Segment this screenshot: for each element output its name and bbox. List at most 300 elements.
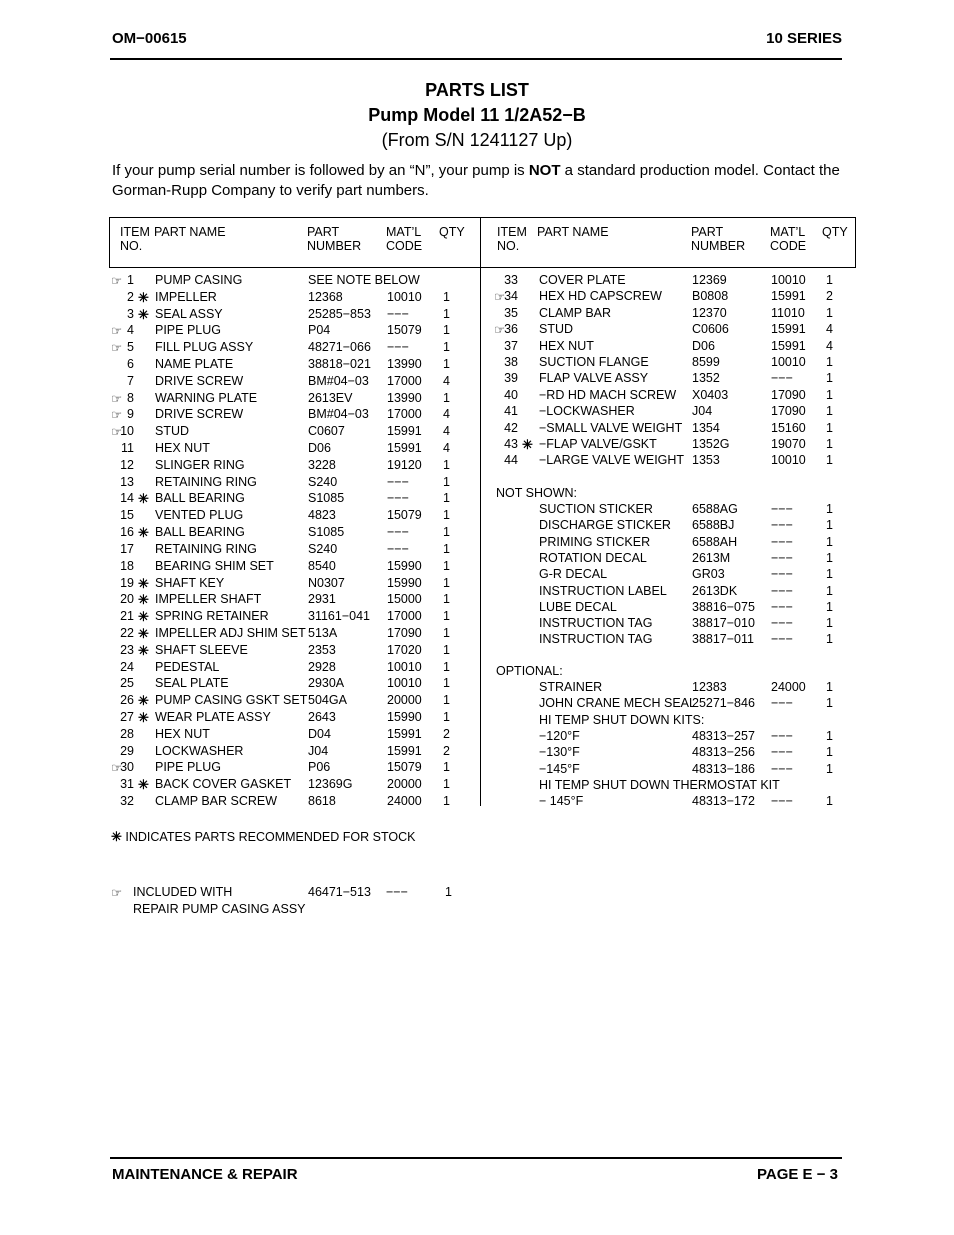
material-code: 15991 (387, 744, 422, 758)
stock-note: ✳ INDICATES PARTS RECOMMENDED FOR STOCK (111, 829, 416, 844)
part-name: HI TEMP SHUT DOWN THERMOSTAT KIT (539, 778, 780, 792)
material-code: 17020 (387, 643, 422, 657)
item-number: 1 (127, 273, 134, 287)
item-number: 28 (120, 727, 134, 741)
part-number: S240 (308, 475, 338, 489)
part-number: D06 (692, 339, 715, 353)
pointing-hand-icon: ☞ (111, 274, 123, 288)
part-number: 8540 (308, 559, 336, 573)
not-shown-label: NOT SHOWN: (496, 486, 578, 500)
part-number: 12370 (692, 306, 727, 320)
material-code: 20000 (387, 777, 422, 791)
item-number: 2 (127, 290, 134, 304)
quantity: 1 (443, 340, 450, 354)
material-code: −−− (771, 371, 793, 385)
item-number: 35 (504, 306, 518, 320)
material-code: −−− (771, 729, 793, 743)
pointing-hand-icon: ☞ (111, 408, 123, 422)
quantity: 1 (443, 794, 450, 808)
col-part-number-right: PART NUMBER (691, 225, 746, 253)
part-number: 2353 (308, 643, 336, 657)
quantity: 1 (443, 542, 450, 556)
part-name: PUMP CASING (155, 273, 243, 287)
quantity: 1 (826, 551, 833, 565)
material-code: 17000 (387, 407, 422, 421)
part-name: HEX HD CAPSCREW (539, 289, 662, 303)
part-name: INSTRUCTION LABEL (539, 584, 667, 598)
material-code: −−− (771, 745, 793, 759)
item-number: 12 (120, 458, 134, 472)
quantity: 4 (443, 374, 450, 388)
material-code: −−− (771, 567, 793, 581)
part-number: SEE NOTE BELOW (308, 273, 420, 287)
quantity: 1 (443, 626, 450, 640)
material-code: 15000 (387, 592, 422, 606)
material-code: 20000 (387, 693, 422, 707)
part-name: CLAMP BAR SCREW (155, 794, 278, 808)
part-name: HEX NUT (155, 727, 210, 741)
quantity: 1 (443, 777, 450, 791)
part-number: D06 (308, 441, 331, 455)
part-number: 2613M (692, 551, 731, 565)
quantity: 1 (826, 535, 833, 549)
item-number: 23 (120, 643, 134, 657)
material-code: −−− (771, 762, 793, 776)
item-number: 13 (120, 475, 134, 489)
material-code: −−− (387, 307, 409, 321)
col-part-name: PART NAME (154, 225, 226, 239)
part-number: 2613DK (692, 584, 738, 598)
part-number: 6588BJ (692, 518, 735, 532)
material-code: 10010 (387, 676, 422, 690)
item-number: 10 (120, 424, 134, 438)
item-number: 8 (127, 391, 134, 405)
quantity: 1 (826, 680, 833, 694)
part-number: 38818−021 (308, 357, 371, 371)
pointing-hand-icon: ☞ (494, 290, 506, 304)
column-divider (480, 217, 481, 806)
part-name: −RD HD MACH SCREW (539, 388, 677, 402)
header-rule (110, 58, 842, 60)
item-number: 9 (127, 407, 134, 421)
item-number: 21 (120, 609, 134, 623)
part-name: SLINGER RING (155, 458, 245, 472)
col-part-name-right: PART NAME (537, 225, 609, 239)
quantity: 1 (443, 307, 450, 321)
quantity: 1 (826, 421, 833, 435)
footer-page: PAGE E − 3 (756, 1166, 838, 1183)
material-code: 15991 (387, 727, 422, 741)
part-name: LUBE DECAL (539, 600, 617, 614)
part-number: S1085 (308, 525, 345, 539)
part-name: SHAFT KEY (155, 576, 225, 590)
part-name: DRIVE SCREW (155, 374, 244, 388)
part-name: IMPELLER (155, 290, 217, 304)
quantity: 1 (443, 391, 450, 405)
part-name: PIPE PLUG (155, 323, 221, 337)
part-name: JOHN CRANE MECH SEAL (539, 696, 696, 710)
material-code: 17090 (387, 626, 422, 640)
part-name: ROTATION DECAL (539, 551, 647, 565)
asterisk-icon: ✳ (138, 290, 149, 305)
asterisk-icon: ✳ (138, 643, 149, 658)
part-number: 504GA (308, 693, 347, 707)
material-code: −−− (771, 535, 793, 549)
material-code: 10010 (771, 273, 806, 287)
quantity: 1 (443, 323, 450, 337)
material-code: 19120 (387, 458, 422, 472)
part-name: −SMALL VALVE WEIGHT (539, 421, 683, 435)
part-number: J04 (308, 744, 329, 758)
part-number: 3228 (308, 458, 336, 472)
part-number: 4823 (308, 508, 336, 522)
part-name: IMPELLER ADJ SHIM SET (155, 626, 306, 640)
part-name: IMPELLER SHAFT (155, 592, 262, 606)
pump-model: Pump Model 11 1/2A52−B (368, 105, 586, 125)
part-name: FILL PLUG ASSY (155, 340, 254, 354)
quantity: 1 (443, 710, 450, 724)
item-number: 40 (504, 388, 518, 402)
quantity: 1 (443, 357, 450, 371)
part-name: STUD (155, 424, 190, 438)
quantity: 1 (826, 518, 833, 532)
part-number: D04 (308, 727, 331, 741)
quantity: 1 (826, 404, 833, 418)
quantity: 4 (443, 424, 450, 438)
pointing-hand-icon: ☞ (111, 425, 123, 439)
material-code: 19070 (771, 437, 806, 451)
part-number: 12369 (692, 273, 727, 287)
part-number: C0606 (692, 322, 729, 336)
part-name: COVER PLATE (539, 273, 626, 287)
part-name: DISCHARGE STICKER (539, 518, 671, 532)
part-name: PEDESTAL (155, 660, 220, 674)
part-name: BALL BEARING (155, 491, 245, 505)
part-number: GR03 (692, 567, 725, 581)
item-number: 24 (120, 660, 134, 674)
col-qty: QTY (439, 225, 465, 239)
part-number: P06 (308, 760, 331, 774)
col-qty-right: QTY (822, 225, 848, 239)
quantity: 1 (826, 729, 833, 743)
part-number: 2931 (308, 592, 336, 606)
material-code: 17090 (771, 388, 806, 402)
part-number: 8599 (692, 355, 720, 369)
material-code: −−− (387, 475, 409, 489)
item-number: 20 (120, 592, 134, 606)
part-name: −FLAP VALVE/GSKT (539, 437, 657, 451)
material-code: 24000 (387, 794, 422, 808)
quantity: 1 (826, 794, 833, 808)
item-number: 39 (504, 371, 518, 385)
part-number: 2928 (308, 660, 336, 674)
part-name: NAME PLATE (155, 357, 234, 371)
asterisk-icon: ✳ (138, 693, 149, 708)
item-number: 27 (120, 710, 134, 724)
quantity: 1 (443, 592, 450, 606)
part-number: BM#04−03 (308, 374, 369, 388)
quantity: 1 (443, 475, 450, 489)
col-part-number: PART NUMBER (307, 225, 362, 253)
quantity: 1 (826, 632, 833, 646)
quantity: 1 (826, 453, 833, 467)
asterisk-icon: ✳ (138, 491, 149, 506)
material-code: 15991 (771, 339, 806, 353)
part-number: 12369G (308, 777, 353, 791)
quantity: 1 (826, 567, 833, 581)
material-code: 10010 (771, 355, 806, 369)
pointing-hand-icon: ☞ (111, 886, 123, 900)
part-name: CLAMP BAR (539, 306, 612, 320)
part-name: SEAL ASSY (155, 307, 223, 321)
material-code: −−− (771, 696, 793, 710)
item-number: 42 (504, 421, 518, 435)
optional-label: OPTIONAL: (496, 664, 563, 678)
pointing-hand-icon: ☞ (111, 324, 123, 338)
material-code: 15990 (387, 559, 422, 573)
item-number: 6 (127, 357, 134, 371)
part-name: VENTED PLUG (155, 508, 244, 522)
quantity: 4 (443, 441, 450, 455)
part-name: HEX NUT (155, 441, 210, 455)
part-name: BACK COVER GASKET (155, 777, 292, 791)
item-number: 16 (120, 525, 134, 539)
series-label: 10 SERIES (766, 30, 842, 47)
quantity: 4 (826, 339, 833, 353)
part-name: FLAP VALVE ASSY (539, 371, 649, 385)
quantity: 1 (443, 760, 450, 774)
quantity: 1 (443, 609, 450, 623)
quantity: 1 (443, 525, 450, 539)
material-code: −−− (771, 518, 793, 532)
item-number: 36 (504, 322, 518, 336)
material-code: 13990 (387, 391, 422, 405)
material-code: −−− (771, 616, 793, 630)
material-code: 11010 (771, 306, 805, 320)
part-number: 12383 (692, 680, 727, 694)
item-number: 29 (120, 744, 134, 758)
part-number: 1352 (692, 371, 720, 385)
part-name: DRIVE SCREW (155, 407, 244, 421)
quantity: 1 (826, 437, 833, 451)
material-code: −−− (771, 502, 793, 516)
footer-rule (110, 1157, 842, 1159)
asterisk-icon: ✳ (138, 626, 149, 641)
part-number: 38817−011 (692, 632, 754, 646)
item-number: 26 (120, 693, 134, 707)
part-number: 2643 (308, 710, 336, 724)
quantity: 1 (443, 643, 450, 657)
item-number: 19 (120, 576, 134, 590)
part-number: 1352G (692, 437, 730, 451)
serial-range: (From S/N 1241127 Up) (381, 130, 573, 150)
asterisk-icon: ✳ (138, 576, 149, 591)
part-number: S240 (308, 542, 338, 556)
pointing-hand-icon: ☞ (111, 392, 123, 406)
quantity: 1 (443, 693, 450, 707)
part-number: 48313−257 (692, 729, 755, 743)
item-number: 15 (120, 508, 134, 522)
material-code: 10010 (771, 453, 806, 467)
part-name: WEAR PLATE ASSY (155, 710, 271, 724)
part-name: SHAFT SLEEVE (155, 643, 248, 657)
material-code: 15991 (387, 441, 422, 455)
quantity: 1 (826, 371, 833, 385)
quantity: 2 (443, 744, 450, 758)
asterisk-icon: ✳ (138, 592, 149, 607)
col-matl-code: MAT’L CODE (386, 225, 423, 253)
material-code: −−− (771, 632, 793, 646)
material-code: 15990 (387, 710, 422, 724)
item-number: 18 (120, 559, 134, 573)
material-code: 10010 (387, 290, 422, 304)
quantity: 1 (826, 696, 833, 710)
part-number: 48271−066 (308, 340, 371, 354)
part-name: RETAINING RING (155, 475, 257, 489)
part-name: BEARING SHIM SET (155, 559, 274, 573)
part-name: SEAL PLATE (155, 676, 229, 690)
part-name: HEX NUT (539, 339, 594, 353)
part-number: 48313−256 (692, 745, 755, 759)
quantity: 1 (826, 600, 833, 614)
material-code: 15991 (771, 289, 806, 303)
part-name: PIPE PLUG (155, 760, 221, 774)
part-name: PUMP CASING GSKT SET (155, 693, 308, 707)
item-number: 3 (127, 307, 134, 321)
part-name: −LOCKWASHER (539, 404, 635, 418)
part-name: G-R DECAL (539, 567, 608, 581)
quantity: 1 (443, 660, 450, 674)
part-number: 6588AH (692, 535, 738, 549)
quantity: 2 (443, 727, 450, 741)
part-number: 25271−846 (692, 696, 755, 710)
material-code: 15991 (387, 424, 422, 438)
doc-id: OM−00615 (112, 30, 187, 47)
part-number: 38816−075 (692, 600, 755, 614)
quantity: 1 (443, 458, 450, 472)
item-number: 5 (127, 340, 134, 354)
part-name: −145°F (539, 762, 580, 776)
asterisk-icon: ✳ (111, 829, 122, 844)
part-number: 513A (308, 626, 338, 640)
part-number: 25285−853 (308, 307, 371, 321)
part-number: X0403 (692, 388, 729, 402)
item-number: 17 (120, 542, 134, 556)
part-name: PRIMING STICKER (539, 535, 651, 549)
quantity: 1 (826, 273, 833, 287)
material-code: 15160 (771, 421, 806, 435)
part-number: J04 (692, 404, 713, 418)
item-number: 11 (121, 441, 134, 455)
material-code: 15079 (387, 323, 422, 337)
part-number: 2613EV (308, 391, 353, 405)
part-number: 38817−010 (692, 616, 755, 630)
item-number: 4 (127, 323, 134, 337)
quantity: 1 (826, 355, 833, 369)
item-number: 33 (504, 273, 518, 287)
page-title: PARTS LIST (425, 80, 529, 100)
material-code: 15991 (771, 322, 806, 336)
material-code: 15990 (387, 576, 422, 590)
quantity: 1 (443, 290, 450, 304)
item-number: 41 (504, 404, 518, 418)
part-name: −130°F (539, 745, 580, 759)
quantity: 1 (826, 306, 833, 320)
item-number: 32 (120, 794, 134, 808)
asterisk-icon: ✳ (138, 525, 149, 540)
part-number: N0307 (308, 576, 345, 590)
material-code: −−− (387, 525, 409, 539)
quantity: 1 (443, 508, 450, 522)
item-number: 7 (127, 374, 134, 388)
material-code: −−− (771, 794, 793, 808)
quantity: 1 (443, 559, 450, 573)
part-number: 6588AG (692, 502, 738, 516)
material-code: 17090 (771, 404, 806, 418)
quantity: 2 (826, 289, 833, 303)
material-code: 17000 (387, 609, 422, 623)
item-number: 37 (504, 339, 518, 353)
item-number: 34 (504, 289, 518, 303)
item-number: 30 (120, 760, 134, 774)
asterisk-icon: ✳ (138, 710, 149, 725)
material-code: −−− (771, 584, 793, 598)
part-name: SUCTION FLANGE (539, 355, 649, 369)
part-name: STRAINER (539, 680, 603, 694)
part-name: INSTRUCTION TAG (539, 616, 653, 630)
part-number: 48313−186 (692, 762, 755, 776)
part-name: LOCKWASHER (155, 744, 244, 758)
col-item-right: ITEM NO. (497, 225, 527, 253)
part-number: 48313−172 (692, 794, 755, 808)
footer-section: MAINTENANCE & REPAIR (112, 1166, 298, 1183)
part-number: BM#04−03 (308, 407, 369, 421)
quantity: 1 (443, 676, 450, 690)
item-number: 14 (120, 491, 134, 505)
quantity: 1 (826, 616, 833, 630)
asterisk-icon: ✳ (522, 437, 533, 452)
item-number: 43 (504, 437, 518, 451)
pointing-hand-icon: ☞ (111, 761, 123, 775)
item-number: 44 (504, 453, 518, 467)
material-code: −−− (387, 542, 409, 556)
material-code: 15079 (387, 508, 422, 522)
col-item: ITEM NO. (120, 225, 150, 253)
part-name: STUD (539, 322, 574, 336)
pointing-hand-icon: ☞ (494, 323, 506, 337)
part-number: 2930A (308, 676, 345, 690)
part-number: P04 (308, 323, 331, 337)
material-code: −−− (771, 600, 793, 614)
item-number: 31 (120, 777, 134, 791)
part-name: BALL BEARING (155, 525, 245, 539)
material-code: −−− (387, 491, 409, 505)
quantity: 1 (443, 576, 450, 590)
material-code: 15079 (387, 760, 422, 774)
part-number: 31161−041 (308, 609, 370, 623)
part-number: 12368 (308, 290, 343, 304)
part-number: 1354 (692, 421, 720, 435)
material-code: 10010 (387, 660, 422, 674)
part-name: WARNING PLATE (155, 391, 258, 405)
part-name: RETAINING RING (155, 542, 257, 556)
part-name: INSTRUCTION TAG (539, 632, 653, 646)
material-code: 13990 (387, 357, 422, 371)
material-code: −−− (387, 340, 409, 354)
pointing-hand-icon: ☞ (111, 341, 123, 355)
part-number: B0808 (692, 289, 729, 303)
quantity: 4 (443, 407, 450, 421)
